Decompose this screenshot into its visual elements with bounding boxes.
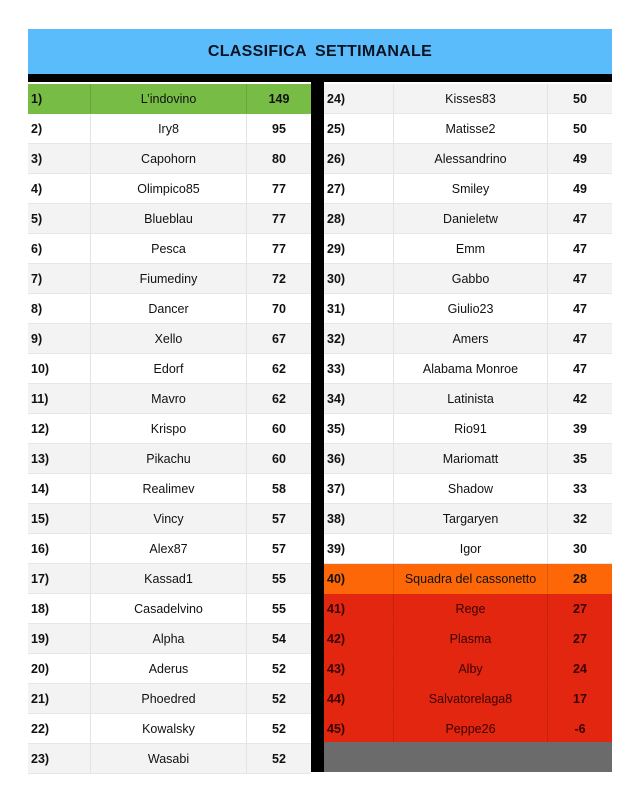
rank-cell: 34) (324, 384, 394, 413)
points-cell: 60 (272, 421, 286, 436)
rank-cell: 20) (28, 654, 91, 683)
points-cell: 77 (272, 241, 286, 256)
rank-cell: 38) (324, 504, 394, 533)
standings-row (324, 684, 612, 714)
rank-cell: 3) (28, 144, 91, 173)
rank-cell: 33) (324, 354, 394, 383)
rank-cell: 41) (324, 594, 394, 623)
player-name-cell: Xello (91, 324, 247, 353)
rank-cell: 39) (324, 534, 394, 563)
points-cell: 49 (573, 181, 587, 196)
points-cell: 50 (573, 121, 587, 136)
standings-row (324, 324, 612, 354)
standings-row (28, 684, 311, 714)
points-cell: 27 (573, 631, 587, 646)
empty-cell-filler (324, 742, 612, 772)
points-cell: 49 (573, 151, 587, 166)
player-name-cell: Mariomatt (394, 444, 548, 473)
rank-cell: 4) (28, 174, 91, 203)
standings-row (324, 624, 612, 654)
rank-cell: 45) (324, 714, 394, 743)
points-cell: 24 (573, 661, 587, 676)
player-name-cell: Vincy (91, 504, 247, 533)
player-name-cell: Pikachu (91, 444, 247, 473)
standings-row (28, 174, 311, 204)
points-cell: 32 (573, 511, 587, 526)
points-cell: 54 (272, 631, 286, 646)
points-cell: 62 (272, 391, 286, 406)
standings-row (324, 174, 612, 204)
standings-row (324, 474, 612, 504)
leaderboard-title: CLASSIFICA SETTIMANALE (207, 42, 433, 60)
points-cell: 47 (573, 301, 587, 316)
standings-row (324, 354, 612, 384)
standings-row (28, 114, 311, 144)
player-name-cell: Smiley (394, 174, 548, 203)
player-name-cell: Alessandrino (394, 144, 548, 173)
standings-column-left (28, 84, 311, 774)
player-name-cell: Olimpico85 (91, 174, 247, 203)
standings-row (324, 204, 612, 234)
standings-row (324, 564, 612, 594)
player-name-cell: Targaryen (394, 504, 548, 533)
player-name-cell: Capohorn (91, 144, 247, 173)
standings-row (28, 744, 311, 774)
rank-cell: 1) (28, 84, 91, 113)
points-cell: 27 (573, 601, 587, 616)
rank-cell: 8) (28, 294, 91, 323)
points-cell: 58 (272, 481, 286, 496)
player-name-cell: Kassad1 (91, 564, 247, 593)
standings-column-right (324, 84, 612, 744)
player-name-cell: Igor (394, 534, 548, 563)
player-name-cell: Mavro (91, 384, 247, 413)
player-name-cell: Gabbo (394, 264, 548, 293)
points-cell: 95 (272, 121, 286, 136)
points-cell: 62 (272, 361, 286, 376)
rank-cell: 44) (324, 684, 394, 713)
rank-cell: 37) (324, 474, 394, 503)
points-cell: 52 (272, 691, 286, 706)
player-name-cell: Alex87 (91, 534, 247, 563)
rank-cell: 2) (28, 114, 91, 143)
player-name-cell: Pesca (91, 234, 247, 263)
standings-row (324, 384, 612, 414)
rank-cell: 15) (28, 504, 91, 533)
player-name-cell: Alby (394, 654, 548, 683)
rank-cell: 23) (28, 744, 91, 773)
points-cell: 67 (272, 331, 286, 346)
standings-row (28, 474, 311, 504)
standings-row (28, 84, 311, 114)
standings-row (324, 714, 612, 744)
points-cell: 17 (573, 691, 587, 706)
standings-row (324, 444, 612, 474)
rank-cell: 32) (324, 324, 394, 353)
points-cell: 35 (573, 451, 587, 466)
standings-row (324, 84, 612, 114)
points-cell: 42 (573, 391, 587, 406)
points-cell: 33 (573, 481, 587, 496)
standings-row (28, 204, 311, 234)
rank-cell: 11) (28, 384, 91, 413)
player-name-cell: Blueblau (91, 204, 247, 233)
rank-cell: 17) (28, 564, 91, 593)
player-name-cell: Dancer (91, 294, 247, 323)
standings-row (28, 414, 311, 444)
points-cell: -6 (574, 721, 586, 736)
rank-cell: 35) (324, 414, 394, 443)
points-cell: 149 (268, 91, 290, 106)
player-name-cell: Aderus (91, 654, 247, 683)
player-name-cell: Squadra del cassonetto (394, 564, 548, 593)
standings-row (324, 504, 612, 534)
rank-cell: 13) (28, 444, 91, 473)
standings-row (28, 504, 311, 534)
rank-cell: 6) (28, 234, 91, 263)
points-cell: 52 (272, 661, 286, 676)
rank-cell: 12) (28, 414, 91, 443)
player-name-cell: Kowalsky (91, 714, 247, 743)
standings-row (28, 444, 311, 474)
points-cell: 52 (272, 751, 286, 766)
points-cell: 60 (272, 451, 286, 466)
points-cell: 28 (573, 571, 587, 586)
rank-cell: 31) (324, 294, 394, 323)
rank-cell: 5) (28, 204, 91, 233)
column-divider (311, 82, 324, 772)
points-cell: 52 (272, 721, 286, 736)
points-cell: 72 (272, 271, 286, 286)
standings-row (28, 324, 311, 354)
rank-cell: 14) (28, 474, 91, 503)
player-name-cell: Casadelvino (91, 594, 247, 623)
player-name-cell: Shadow (394, 474, 548, 503)
rank-cell: 28) (324, 204, 394, 233)
player-name-cell: Amers (394, 324, 548, 353)
rank-cell: 19) (28, 624, 91, 653)
standings-row (28, 594, 311, 624)
rank-cell: 16) (28, 534, 91, 563)
player-name-cell: Edorf (91, 354, 247, 383)
points-cell: 50 (573, 91, 587, 106)
player-name-cell: Iry8 (91, 114, 247, 143)
points-cell: 55 (272, 601, 286, 616)
standings-row (28, 564, 311, 594)
points-cell: 47 (573, 361, 587, 376)
rank-cell: 25) (324, 114, 394, 143)
player-name-cell: L’indovino (91, 84, 247, 113)
player-name-cell: Rege (394, 594, 548, 623)
player-name-cell: Plasma (394, 624, 548, 653)
standings-row (324, 294, 612, 324)
standings-row (324, 114, 612, 144)
rank-cell: 7) (28, 264, 91, 293)
player-name-cell: Realimev (91, 474, 247, 503)
standings-row (28, 354, 311, 384)
rank-cell: 29) (324, 234, 394, 263)
standings-row (28, 144, 311, 174)
player-name-cell: Kisses83 (394, 84, 548, 113)
rank-cell: 26) (324, 144, 394, 173)
points-cell: 39 (573, 421, 587, 436)
points-cell: 80 (272, 151, 286, 166)
points-cell: 47 (573, 241, 587, 256)
standings-row (324, 534, 612, 564)
rank-cell: 42) (324, 624, 394, 653)
player-name-cell: Alabama Monroe (394, 354, 548, 383)
standings-row (324, 594, 612, 624)
rank-cell: 43) (324, 654, 394, 683)
rank-cell: 10) (28, 354, 91, 383)
points-cell: 47 (573, 211, 587, 226)
rank-cell: 22) (28, 714, 91, 743)
player-name-cell: Krispo (91, 414, 247, 443)
rank-cell: 24) (324, 84, 394, 113)
standings-row (28, 534, 311, 564)
standings-row (28, 384, 311, 414)
rank-cell: 40) (324, 564, 394, 593)
standings-row (28, 654, 311, 684)
standings-row (324, 414, 612, 444)
rank-cell: 30) (324, 264, 394, 293)
standings-row (324, 654, 612, 684)
rank-cell: 27) (324, 174, 394, 203)
rank-cell: 18) (28, 594, 91, 623)
points-cell: 70 (272, 301, 286, 316)
standings-row (324, 234, 612, 264)
points-cell: 47 (573, 271, 587, 286)
player-name-cell: Emm (394, 234, 548, 263)
player-name-cell: Matisse2 (394, 114, 548, 143)
player-name-cell: Fiumediny (91, 264, 247, 293)
player-name-cell: Peppe26 (394, 714, 548, 743)
standings-row (28, 294, 311, 324)
player-name-cell: Danieletw (394, 204, 548, 233)
standings-row (28, 234, 311, 264)
player-name-cell: Rio91 (394, 414, 548, 443)
player-name-cell: Wasabi (91, 744, 247, 773)
standings-row (324, 264, 612, 294)
standings-row (28, 264, 311, 294)
standings-row (324, 144, 612, 174)
header-divider (28, 74, 612, 82)
points-cell: 77 (272, 181, 286, 196)
rank-cell: 9) (28, 324, 91, 353)
player-name-cell: Giulio23 (394, 294, 548, 323)
standings-row (28, 714, 311, 744)
standings-row (28, 624, 311, 654)
player-name-cell: Salvatorelaga8 (394, 684, 548, 713)
points-cell: 47 (573, 331, 587, 346)
rank-cell: 36) (324, 444, 394, 473)
leaderboard-header (28, 29, 612, 74)
points-cell: 57 (272, 541, 286, 556)
points-cell: 57 (272, 511, 286, 526)
points-cell: 77 (272, 211, 286, 226)
rank-cell: 21) (28, 684, 91, 713)
player-name-cell: Alpha (91, 624, 247, 653)
points-cell: 30 (573, 541, 587, 556)
player-name-cell: Phoedred (91, 684, 247, 713)
player-name-cell: Latinista (394, 384, 548, 413)
points-cell: 55 (272, 571, 286, 586)
